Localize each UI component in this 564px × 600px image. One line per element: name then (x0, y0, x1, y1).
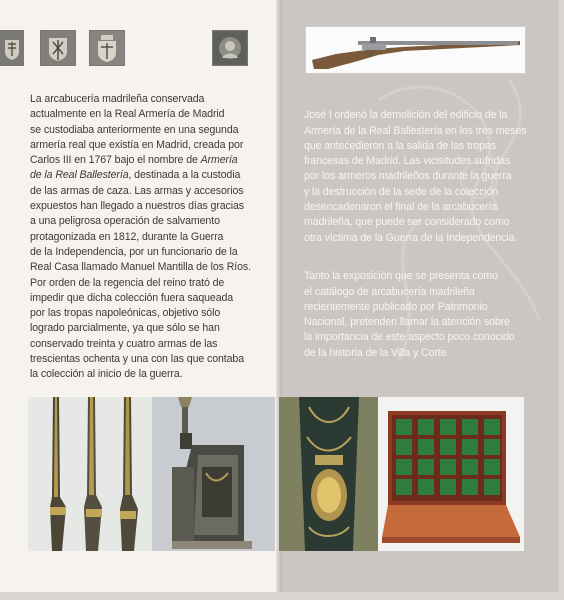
cabinet-photo (378, 397, 524, 551)
left-column-text: La arcabucería madrileña conservada actualmente en la Real Armería de Madrid se custodiaba anteriormente en una segunda armería real que existía en Madrid, creada por Carlos III en 1767 bajo el nombre de Armería de la Real Ballestería, destinada a la custodia de las armas de caza. Las armas y accesorios expuestos han llegado a nuestros días gracias a una peligrosa operación de salvamento protagonizada en 1812, durante la Guerra de la Independencia, por un funcionario de la Real Casa llamado Manuel Mantilla de los Ríos. Por orden de la regencia del reino trató de impedir que dicha colección fuera saqueada por las tropas napoleónicas, objetivo sólo logrado parcialmente, ya que sólo se han conservado treinta y cuatro armas de las trescientas ochenta y una con las que contaba la colección al inicio de la guerra. (30, 93, 251, 381)
rifle-photo (305, 26, 526, 74)
engraved-stock-photo (279, 397, 378, 551)
right-column-text (304, 93, 540, 384)
right-paragraph-2: Tanto la exposición que se presenta como el catálogo de arcabucería madrileña recientemente publicado por Patrimonio Nacional, pretenden llamar la atención sobre la importancia de este aspecto poco conocido de la historia de la Villa y Corte. (304, 270, 515, 359)
pistol-barrels-photo (28, 397, 152, 551)
medallion-portrait-icon (212, 30, 248, 66)
italic-title: Armería de la Real Ballestería (30, 154, 238, 182)
armor-mechanism-photo (152, 397, 275, 551)
coat-of-arms-icon (40, 30, 76, 66)
right-paragraph-1: José I ordenó la demolición del edificio de la Armería de la Real Ballestería en los tres meses que antecedieron a la salida de las tropas francesas de Madrid. Las vicisitudes sufridas por los armeros madrileños durante la guerra y la destrucción de la sede de la colección desencadenaron el final de la arcabucería madrileña, que puede ser considerado como otra víctima de la Guerra de la Independencia. (304, 109, 527, 244)
coat-of-arms-icon (89, 30, 125, 66)
coat-of-arms-icon (0, 30, 24, 66)
